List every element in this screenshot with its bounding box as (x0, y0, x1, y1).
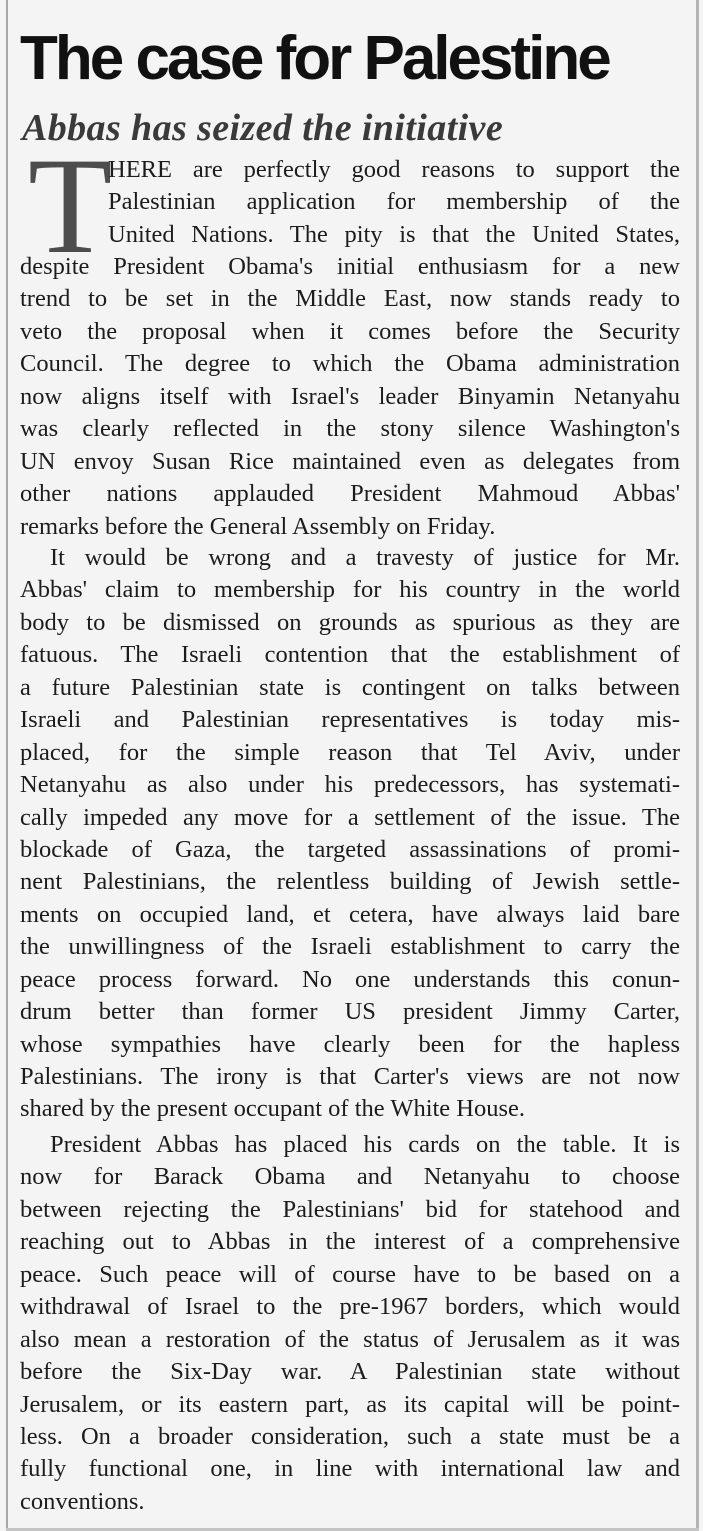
left-border-rule (6, 0, 8, 1531)
paragraph-1-lead (108, 154, 680, 251)
headline: The case for Palestine (20, 24, 609, 93)
paragraph-1 (20, 251, 680, 543)
text-line: was clearly reflected in the stony silence Washington's (20, 415, 680, 443)
text-line: despite President Obama's initial enthusiasm for a new (20, 253, 680, 280)
text-line: Abbas' claim to membership for his country in the world (20, 576, 680, 604)
text-line: between rejecting the Palestinians' bid for statehood and (20, 1195, 680, 1223)
text-line: It would be wrong and a travesty of justice for Mr. (50, 544, 680, 571)
text-line: veto the proposal when it comes before the Security (20, 317, 680, 345)
text-line: Council. The degree to which the Obama administration (20, 350, 680, 378)
text-line: remarks before the General Assembly on Friday. (20, 512, 496, 540)
text-line: HERE are perfectly good reasons to support the (108, 156, 680, 183)
text-line: Palestinians. The irony is that Carter's views are not now (20, 1063, 680, 1090)
text-line: President Abbas has placed his cards on the table. It is (50, 1131, 680, 1158)
text-line: now aligns itself with Israel's leader Binyamin Netanyahu (20, 382, 680, 410)
text-line: less. On a broader consideration, such a state must be a (20, 1422, 680, 1450)
text-line: the unwillingness of the Israeli establishment to carry the (20, 933, 680, 961)
subheadline: Abbas has seized the initiative (22, 107, 504, 149)
paragraph-3 (20, 1129, 680, 1518)
text-line: UN envoy Susan Rice maintained even as delegates from (20, 447, 680, 475)
paragraph-2 (20, 542, 680, 1126)
text-line: a future Palestinian state is contingent on talks between (20, 673, 680, 701)
text-line: trend to be set in the Middle East, now stands ready to (20, 285, 680, 313)
text-line: drum better than former US president Jimmy Carter, (20, 998, 680, 1026)
text-line: ments on occupied land, et cetera, have always laid bare (20, 900, 680, 928)
text-line: United Nations. The pity is that the United States, (108, 220, 680, 248)
right-border-rule (696, 0, 699, 1531)
text-line: whose sympathies have clearly been for the hapless (20, 1030, 680, 1058)
text-line: other nations applauded President Mahmoud Abbas' (20, 480, 680, 508)
text-line: Israeli and Palestinian representatives is today mis- (20, 706, 680, 734)
text-line: blockade of Gaza, the targeted assassinations of promi- (20, 835, 680, 863)
text-line: now for Barack Obama and Netanyahu to choose (20, 1163, 680, 1191)
text-line: reaching out to Abbas in the interest of a comprehensive (20, 1228, 680, 1256)
text-line: conventions. (20, 1487, 145, 1515)
text-line: before the Six-Day war. A Palestinian state without (20, 1358, 680, 1386)
text-line: peace process forward. No one understands this conun- (20, 965, 680, 993)
text-line: peace. Such peace will of course have to be based on a (20, 1260, 680, 1288)
text-line: Jerusalem, or its eastern part, as its capital will be point- (20, 1390, 680, 1418)
text-line: nent Palestinians, the relentless building of Jewish settle- (20, 868, 680, 896)
text-line: also mean a restoration of the status of Jerusalem as it was (20, 1325, 680, 1353)
text-line: withdrawal of Israel to the pre-1967 borders, which would (20, 1293, 680, 1321)
text-line: fully functional one, in line with international law and (20, 1455, 680, 1483)
text-line: fatuous. The Israeli contention that the establishment of (20, 641, 680, 669)
text-line: Palestinian application for membership of the (108, 188, 680, 216)
text-line: shared by the present occupant of the White House. (20, 1095, 526, 1123)
text-line: cally impeded any move for a settlement of the issue. The (20, 803, 680, 831)
text-line: placed, for the simple reason that Tel Aviv, under (20, 738, 680, 766)
text-line: body to be dismissed on grounds as spurious as they are (20, 608, 680, 636)
drop-cap: T (28, 129, 113, 282)
text-line: Netanyahu as also under his predecessors, has systemati- (20, 771, 680, 799)
